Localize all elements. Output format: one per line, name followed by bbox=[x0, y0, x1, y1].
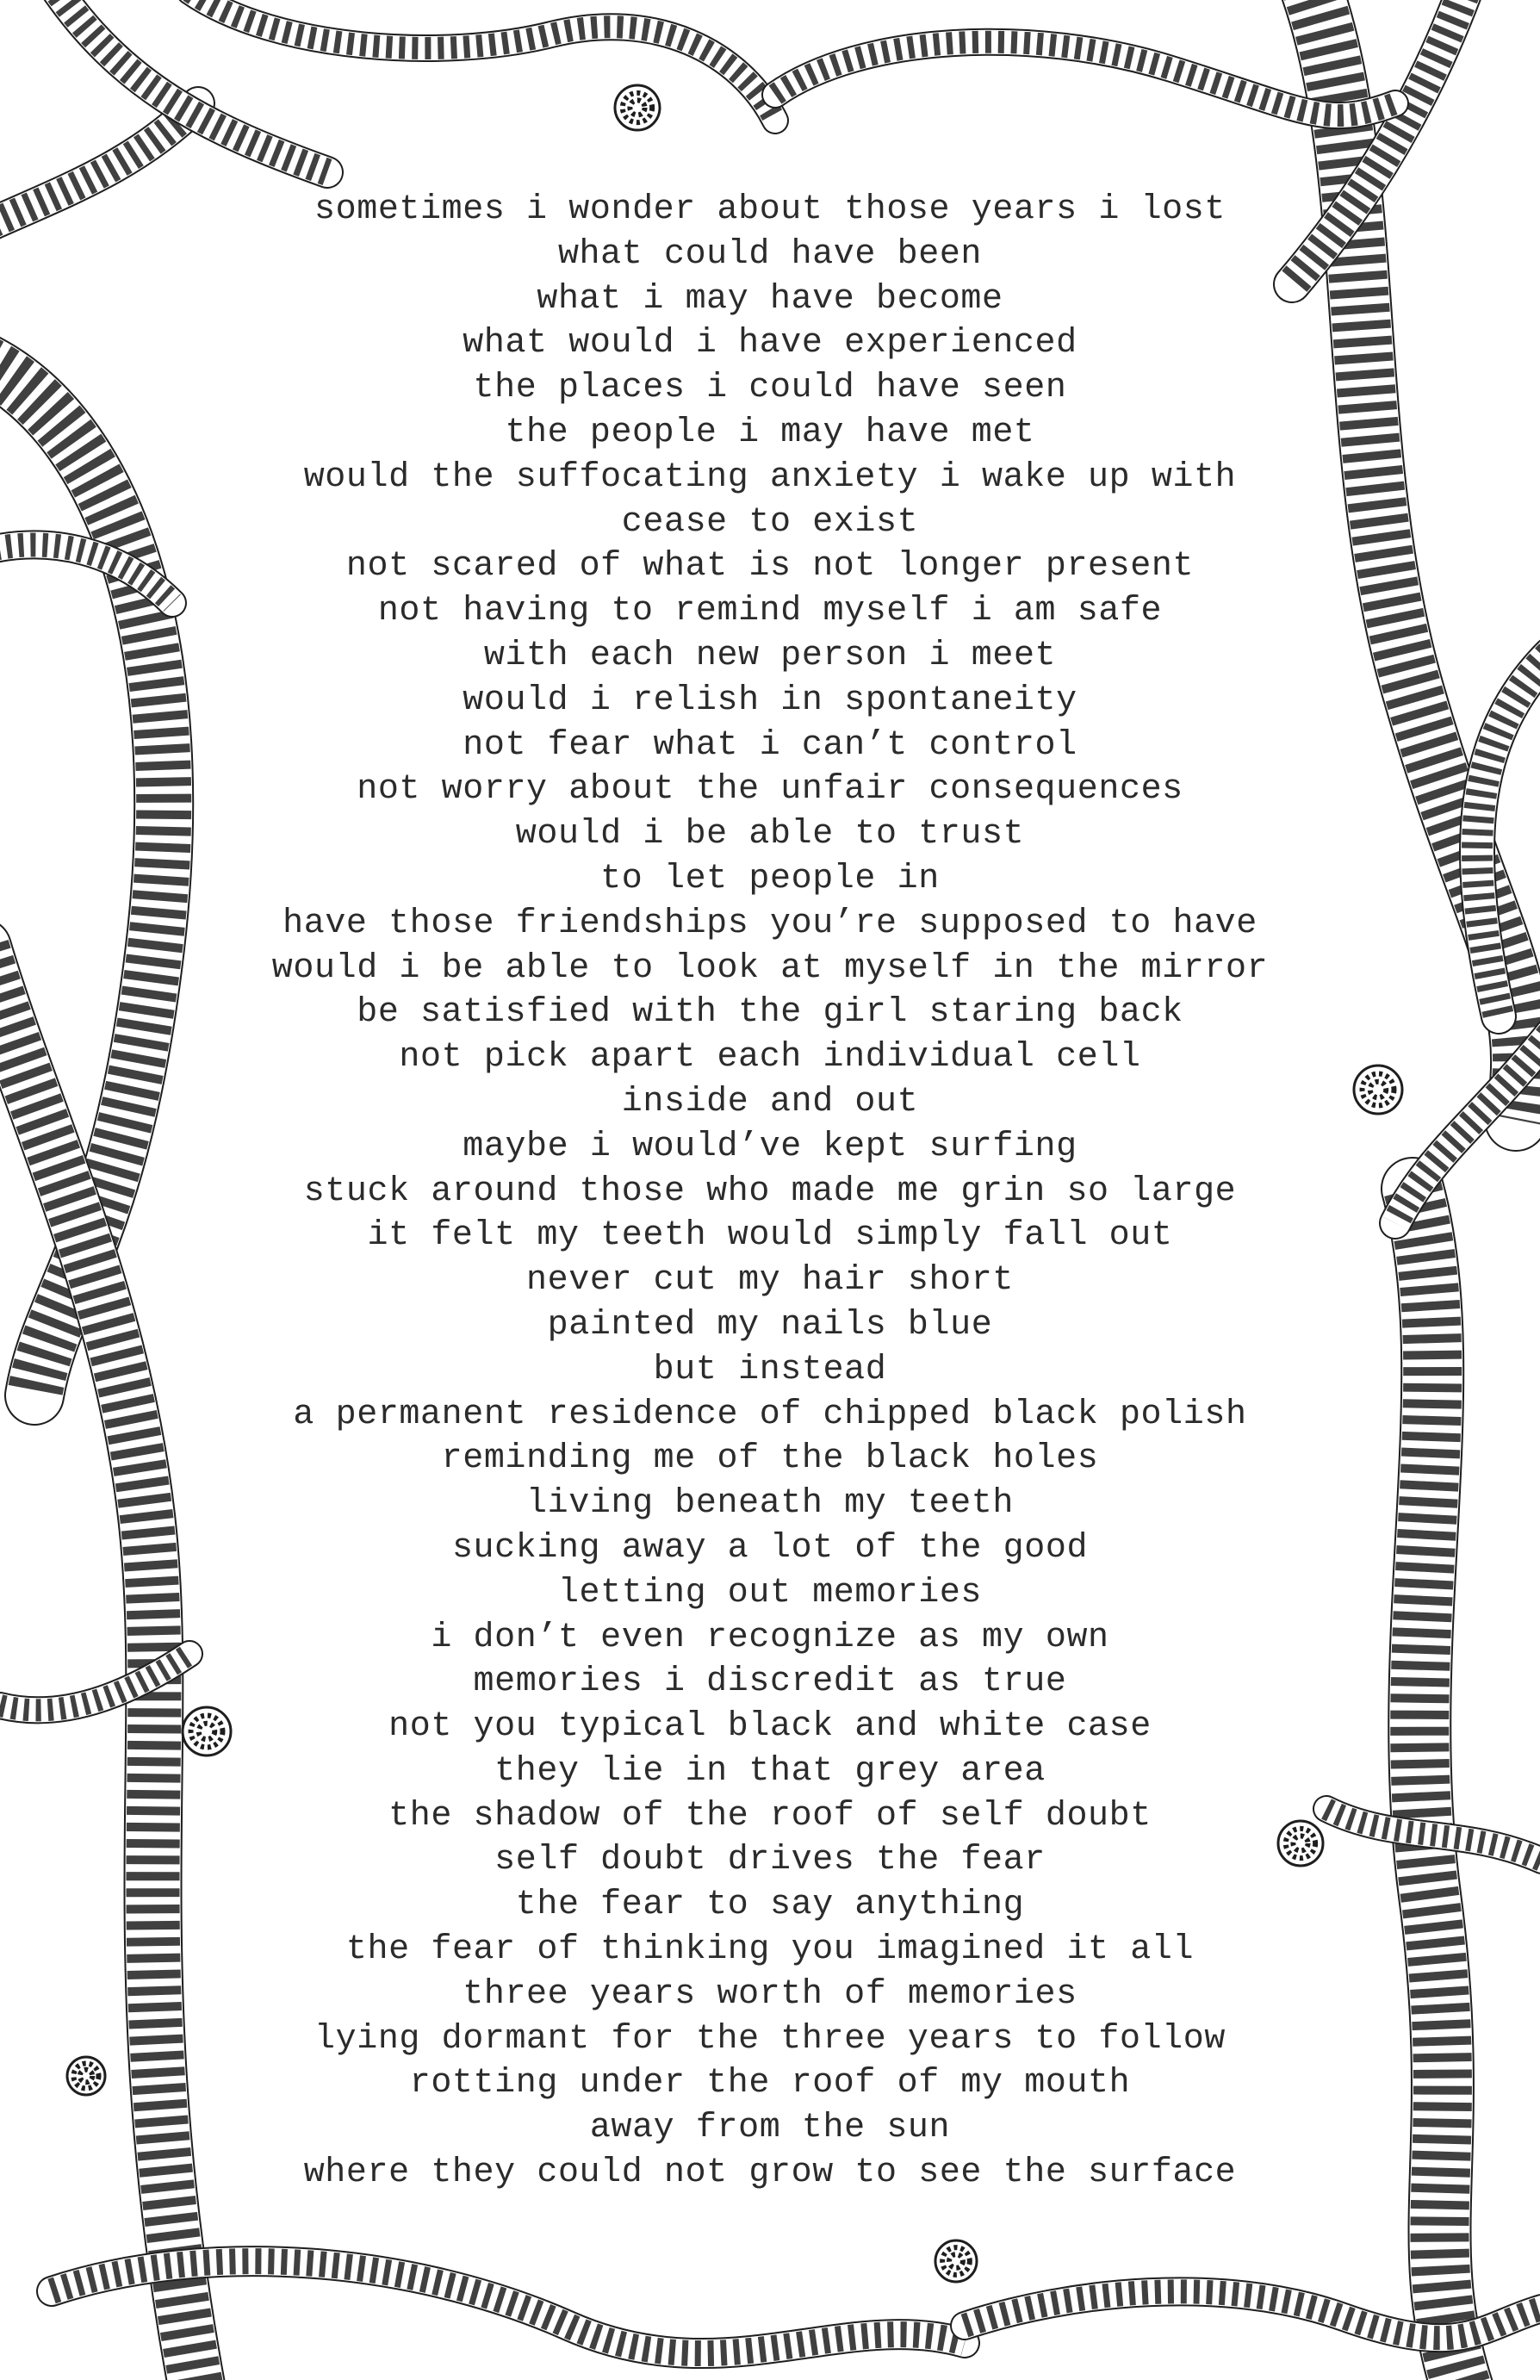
poem-line: never cut my hair short bbox=[526, 1261, 1014, 1301]
poem-text bbox=[172, 188, 1368, 2196]
poem-line: away from the sun bbox=[589, 2109, 951, 2148]
poem-line: lying dormant for the three years to follow bbox=[314, 2019, 1226, 2059]
poem-line: not you typical black and white case bbox=[388, 1707, 1152, 1747]
poem-line: they lie in that grey area bbox=[494, 1751, 1046, 1791]
poem-line: maybe i would’ve kept surfing bbox=[463, 1127, 1077, 1166]
poem-line: sucking away a lot of the good bbox=[451, 1528, 1089, 1568]
poem-line: the fear to say anything bbox=[515, 1886, 1025, 1925]
poem-line: the people i may have met bbox=[505, 413, 1035, 452]
poem-line: sometimes i wonder about those years i lost bbox=[314, 190, 1226, 229]
poem-line: what i may have become bbox=[537, 279, 1003, 319]
poem-line: living beneath my teeth bbox=[526, 1484, 1014, 1524]
poem-line: rotting under the roof of my mouth bbox=[409, 2064, 1131, 2103]
poem-line: but instead bbox=[653, 1350, 887, 1389]
poem-line: not worry about the unfair consequences bbox=[357, 770, 1183, 810]
vine-curl bbox=[67, 2057, 105, 2095]
poem-line: i don’t even recognize as my own bbox=[431, 1618, 1109, 1657]
poem-line: three years worth of memories bbox=[463, 1974, 1077, 2014]
poem-line: be satisfied with the girl staring back bbox=[357, 993, 1183, 1033]
poem-line: cease to exist bbox=[621, 502, 919, 542]
poem-line: letting out memories bbox=[557, 1573, 983, 1613]
poem-line: what could have been bbox=[557, 234, 983, 274]
poem-line: not scared of what is not longer present bbox=[345, 547, 1195, 587]
poem-line: not having to remind myself i am safe bbox=[377, 592, 1163, 631]
poem-line: would i relish in spontaneity bbox=[463, 680, 1077, 720]
vine-curl bbox=[615, 85, 660, 130]
poem-line: the fear of thinking you imagined it all bbox=[345, 1930, 1195, 1970]
poem-line: would the suffocating anxiety i wake up with bbox=[303, 457, 1237, 497]
poem-line: to let people in bbox=[600, 859, 940, 898]
poem-line: the shadow of the roof of self doubt bbox=[388, 1796, 1152, 1836]
poem-line: not fear what i can’t control bbox=[463, 725, 1077, 765]
striped-vine bbox=[1413, 1189, 1464, 2380]
poem-line: painted my nails blue bbox=[547, 1305, 993, 1345]
poem-line: self doubt drives the fear bbox=[494, 1841, 1046, 1880]
poem-line: where they could not grow to see the surface bbox=[303, 2153, 1237, 2193]
poem-line: would i be able to look at myself in the mirror bbox=[271, 948, 1269, 988]
poem-line: have those friendships you’re supposed to have bbox=[283, 904, 1257, 943]
vine-curl bbox=[935, 2240, 977, 2282]
striped-vine bbox=[189, 0, 775, 121]
poem-line: it felt my teeth would simply fall out bbox=[367, 1216, 1173, 1256]
striped-vine bbox=[0, 103, 198, 224]
poem-line: inside and out bbox=[621, 1082, 919, 1122]
poem-line: a permanent residence of chipped black polish bbox=[293, 1395, 1247, 1434]
poem-line: stuck around those who made me grin so large bbox=[303, 1171, 1237, 1211]
poem-line: the places i could have seen bbox=[473, 369, 1067, 408]
poem-line: what would i have experienced bbox=[463, 324, 1077, 364]
poem-line: with each new person i meet bbox=[483, 636, 1057, 675]
poem-line: reminding me of the black holes bbox=[441, 1439, 1099, 1479]
poem-line: memories i discredit as true bbox=[473, 1662, 1067, 1702]
poem-line: would i be able to trust bbox=[515, 815, 1025, 854]
poem-line: not pick apart each individual cell bbox=[399, 1038, 1141, 1078]
